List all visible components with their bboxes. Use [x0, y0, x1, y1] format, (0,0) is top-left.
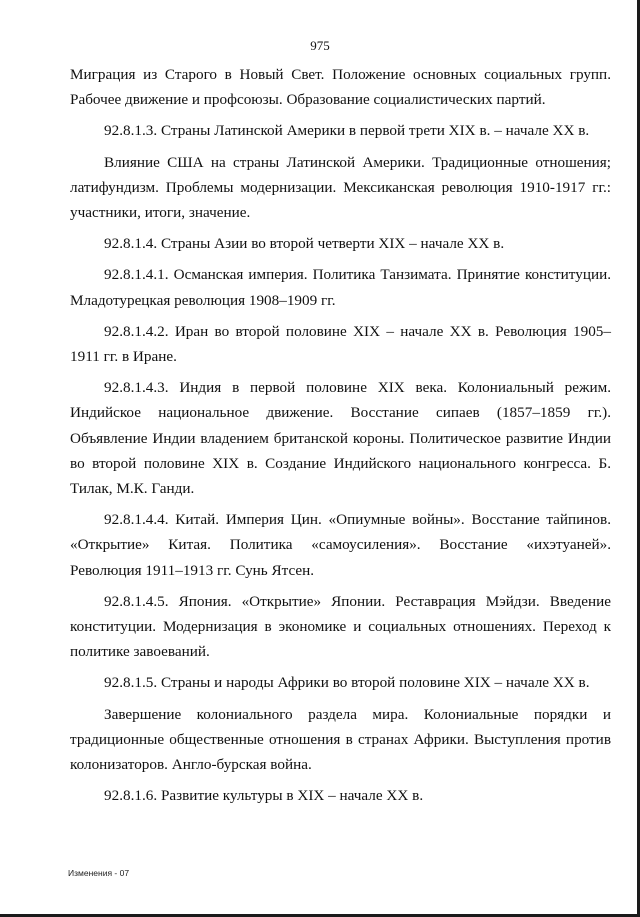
- paragraph-ottoman-empire: 92.8.1.4.1. Османская империя. Политика Танзимата. Принятие конституции. Младотурецкая революция 1908–1909 гг.: [70, 266, 611, 309]
- section-heading-africa: 92.8.1.5. Страны и народы Африки во второй половине XIX – начале XX в.: [104, 674, 590, 692]
- section-heading-culture: 92.8.1.6. Развитие культуры в XIX – начале XX в.: [104, 787, 424, 805]
- section-heading-asia: 92.8.1.4. Страны Азии во второй четверти XIX – начале XX в.: [104, 235, 505, 253]
- document-body: [70, 62, 611, 814]
- revision-footer: Изменения - 07: [68, 868, 130, 878]
- paragraph-africa: Завершение колониального раздела мира. Колониальные порядки и традиционные общественные отношения в странах Африки. Выступления против колонизаторов. Англо-бурская война.: [70, 705, 611, 774]
- section-heading-latin-america: 92.8.1.3. Страны Латинской Америки в первой трети XIX в. – начале XX в.: [104, 122, 590, 140]
- page-number: 975: [310, 38, 330, 53]
- paragraph-migration: Миграция из Старого в Новый Свет. Положение основных социальных групп. Рабочее движение и профсоюзы. Образование социалистических партий.: [70, 66, 611, 109]
- paragraph-india: 92.8.1.4.3. Индия в первой половине XIX века. Колониальный режим. Индийское национальное движение. Восстание сипаев (1857–1859 гг.). Объявление Индии владением британской короны. Политическое развитие Индии во второй половине XIX в. Создание Индийского национального конгресса. Б. Тилак, М.К. Ганди.: [70, 379, 611, 498]
- paragraph-japan: 92.8.1.4.5. Япония. «Открытие» Японии. Реставрация Мэйдзи. Введение конституции. Модернизация в экономике и социальных отношениях. Переход к политике завоеваний.: [70, 592, 611, 661]
- paragraph-iran: 92.8.1.4.2. Иран во второй половине XIX – начале XX в. Революция 1905–1911 гг. в Иране.: [70, 322, 611, 366]
- paragraph-china: 92.8.1.4.4. Китай. Империя Цин. «Опиумные войны». Восстание тайпинов. «Открытие» Китая. Политика «самоусиления». Восстание «ихэтуаней». Революция 1911–1913 гг. Сунь Ятсен.: [70, 511, 611, 579]
- paragraph-latin-america: Влияние США на страны Латинской Америки. Традиционные отношения; латифундизм. Проблемы модернизации. Мексиканская революция 1910-1917 гг.: участники, итоги, значение.: [70, 153, 611, 222]
